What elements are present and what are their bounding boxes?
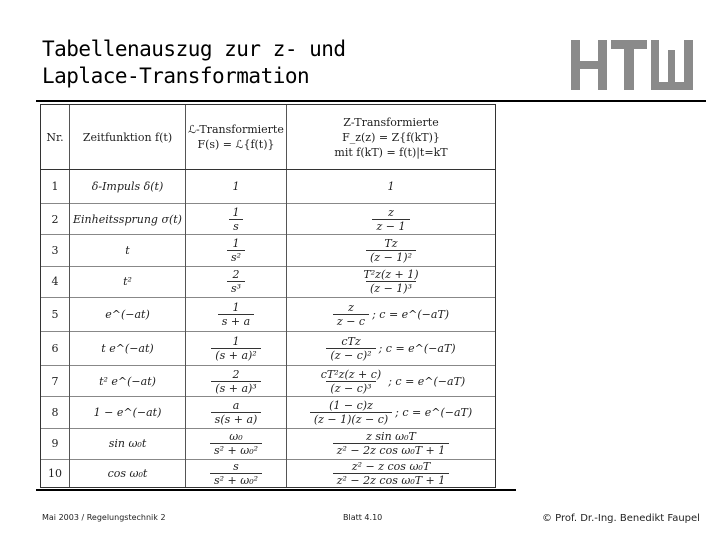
table-row [41, 428, 495, 459]
cell-z-transform [287, 235, 496, 266]
cell-nr: 10 [41, 459, 70, 487]
cell-z-transform [287, 397, 496, 428]
transform-table-image [40, 104, 496, 488]
title-divider [36, 100, 706, 102]
table-row [41, 397, 495, 428]
laplace-numerator: s [233, 459, 239, 473]
cell-z-transform [287, 170, 496, 204]
cell-nr: 1 [41, 170, 70, 204]
cell-laplace [186, 266, 287, 297]
laplace-denominator: (s + a)² [211, 348, 260, 362]
z-fraction [372, 206, 409, 233]
z-fraction [310, 399, 392, 426]
cell-nr: 8 [41, 397, 70, 428]
cell-zeitfunktion: t² e^(−at) [70, 366, 186, 397]
z-denominator: z − 1 [372, 219, 409, 233]
cell-nr: 6 [41, 331, 70, 365]
z-numerator: T²z(z + 1) [363, 268, 419, 282]
laplace-fraction [229, 206, 244, 233]
table-row [41, 204, 495, 235]
z-numerator: z sin ω₀T [366, 430, 416, 444]
laplace-numerator: 2 [232, 367, 240, 381]
table-row [41, 297, 495, 331]
laplace-fraction [229, 180, 244, 193]
header-laplace-line2: F(s) = ℒ{f(t)} [197, 138, 275, 151]
transform-table [41, 105, 495, 487]
table-row [41, 266, 495, 297]
laplace-fraction [211, 368, 260, 395]
cell-z-transform [287, 428, 496, 459]
cell-nr: 4 [41, 266, 70, 297]
footer-date-course: Mai 2003 / Regelungstechnik 2 [42, 513, 166, 522]
z-denominator: (z − 1)² [366, 250, 416, 264]
laplace-fraction [211, 335, 260, 362]
laplace-numerator: a [232, 398, 240, 412]
z-denominator: (z − 1)(z − c) [310, 412, 392, 426]
footer-page: Blatt 4.10 [343, 513, 383, 522]
laplace-fraction [211, 399, 262, 426]
cell-z-transform [287, 459, 496, 487]
cell-nr: 2 [41, 204, 70, 235]
footer-copyright: © Prof. Dr.-Ing. Benedikt Faupel [542, 513, 700, 524]
laplace-fraction [210, 430, 262, 457]
laplace-denominator: s² [227, 250, 245, 264]
z-numerator: Tz [384, 236, 398, 250]
cell-zeitfunktion: t [70, 235, 186, 266]
cell-laplace [186, 459, 287, 487]
z-fraction [359, 268, 422, 295]
laplace-denominator: s(s + a) [211, 412, 262, 426]
z-numerator: cTz [341, 335, 361, 349]
laplace-numerator: 1 [232, 205, 240, 219]
z-fraction [366, 237, 416, 264]
slide-title [42, 36, 522, 90]
title-line-1: Tabellenauszug zur z- und [42, 37, 346, 61]
cell-laplace [186, 235, 287, 266]
table-row [41, 331, 495, 365]
header-z-line1: Z-Transformierte [343, 115, 439, 129]
z-suffix: ; c = e^(−aT) [395, 405, 473, 419]
z-numerator: (1 − c)z [329, 398, 373, 412]
table-row [41, 235, 495, 266]
header-z-line3: mit f(kT) = f(t)|t=kT [334, 145, 448, 159]
z-fraction [333, 430, 450, 457]
z-denominator: (z − 1)³ [366, 281, 416, 295]
table-row [41, 459, 495, 487]
table-row [41, 170, 495, 204]
header-nr: Nr. [41, 105, 70, 170]
table-row [41, 366, 495, 397]
laplace-denominator: s² + ω₀² [210, 473, 262, 487]
cell-zeitfunktion: Einheitssprung σ(t) [70, 204, 186, 235]
laplace-denominator: s + a [218, 314, 254, 328]
laplace-numerator: 1 [232, 335, 240, 349]
z-suffix: ; c = e^(−aT) [388, 374, 466, 388]
cell-nr: 3 [41, 235, 70, 266]
cell-nr: 5 [41, 297, 70, 331]
z-denominator: z² − 2z cos ω₀T + 1 [333, 473, 450, 487]
cell-z-transform [287, 297, 496, 331]
header-laplace [186, 105, 287, 170]
bottom-divider [36, 489, 516, 491]
cell-zeitfunktion: δ-Impuls δ(t) [70, 170, 186, 204]
cell-z-transform [287, 366, 496, 397]
laplace-numerator: 2 [232, 268, 240, 282]
laplace-numerator: ω₀ [229, 430, 243, 444]
laplace-denominator: s³ [227, 281, 245, 295]
z-denominator: (z − c)³ [326, 381, 375, 395]
cell-laplace [186, 366, 287, 397]
laplace-numerator: 1 [232, 300, 240, 314]
laplace-numerator: 1 [232, 180, 240, 194]
cell-laplace [186, 170, 287, 204]
laplace-fraction [227, 237, 245, 264]
laplace-denominator: s [229, 219, 243, 233]
laplace-denominator: s² + ω₀² [210, 443, 262, 457]
title-line-2: Laplace-Transformation [42, 64, 310, 88]
z-numerator: cT²z(z + c) [320, 367, 382, 381]
table-body [41, 170, 495, 488]
laplace-fraction [218, 301, 254, 328]
z-denominator: z − c [333, 314, 369, 328]
cell-zeitfunktion: 1 − e^(−at) [70, 397, 186, 428]
z-denominator: (z − c)² [326, 348, 375, 362]
header-z [287, 105, 496, 170]
cell-laplace [186, 397, 287, 428]
laplace-fraction [210, 460, 262, 487]
cell-z-transform [287, 266, 496, 297]
cell-z-transform [287, 204, 496, 235]
cell-nr: 9 [41, 428, 70, 459]
z-fraction [326, 335, 375, 362]
cell-zeitfunktion: e^(−at) [70, 297, 186, 331]
z-suffix: ; c = e^(−aT) [372, 307, 450, 321]
laplace-denominator: (s + a)³ [211, 381, 260, 395]
cell-laplace [186, 204, 287, 235]
cell-zeitfunktion: sin ω₀t [70, 428, 186, 459]
cell-laplace [186, 297, 287, 331]
z-fraction [333, 460, 450, 487]
cell-z-transform [287, 331, 496, 365]
cell-laplace [186, 331, 287, 365]
cell-zeitfunktion: t e^(−at) [70, 331, 186, 365]
cell-zeitfunktion: cos ω₀t [70, 459, 186, 487]
header-laplace-line1: ℒ-Transformierte [188, 123, 284, 136]
cell-zeitfunktion: t² [70, 266, 186, 297]
z-numerator: z² − z cos ω₀T [351, 459, 431, 473]
laplace-fraction [227, 268, 245, 295]
cell-nr: 7 [41, 366, 70, 397]
z-fraction [333, 301, 369, 328]
header-zeitfunktion: Zeitfunktion f(t) [70, 105, 186, 170]
z-numerator: 1 [387, 180, 395, 194]
z-fraction [317, 368, 385, 395]
cell-laplace [186, 428, 287, 459]
z-numerator: z [388, 205, 394, 219]
header-z-line2: F_z(z) = Z{f(kT)} [342, 130, 440, 144]
z-fraction [384, 180, 399, 193]
z-denominator: z² − 2z cos ω₀T + 1 [333, 443, 450, 457]
z-numerator: z [348, 300, 354, 314]
z-suffix: ; c = e^(−aT) [378, 342, 456, 356]
laplace-numerator: 1 [232, 236, 240, 250]
table-header-row [41, 105, 495, 170]
htw-logo [571, 40, 693, 90]
